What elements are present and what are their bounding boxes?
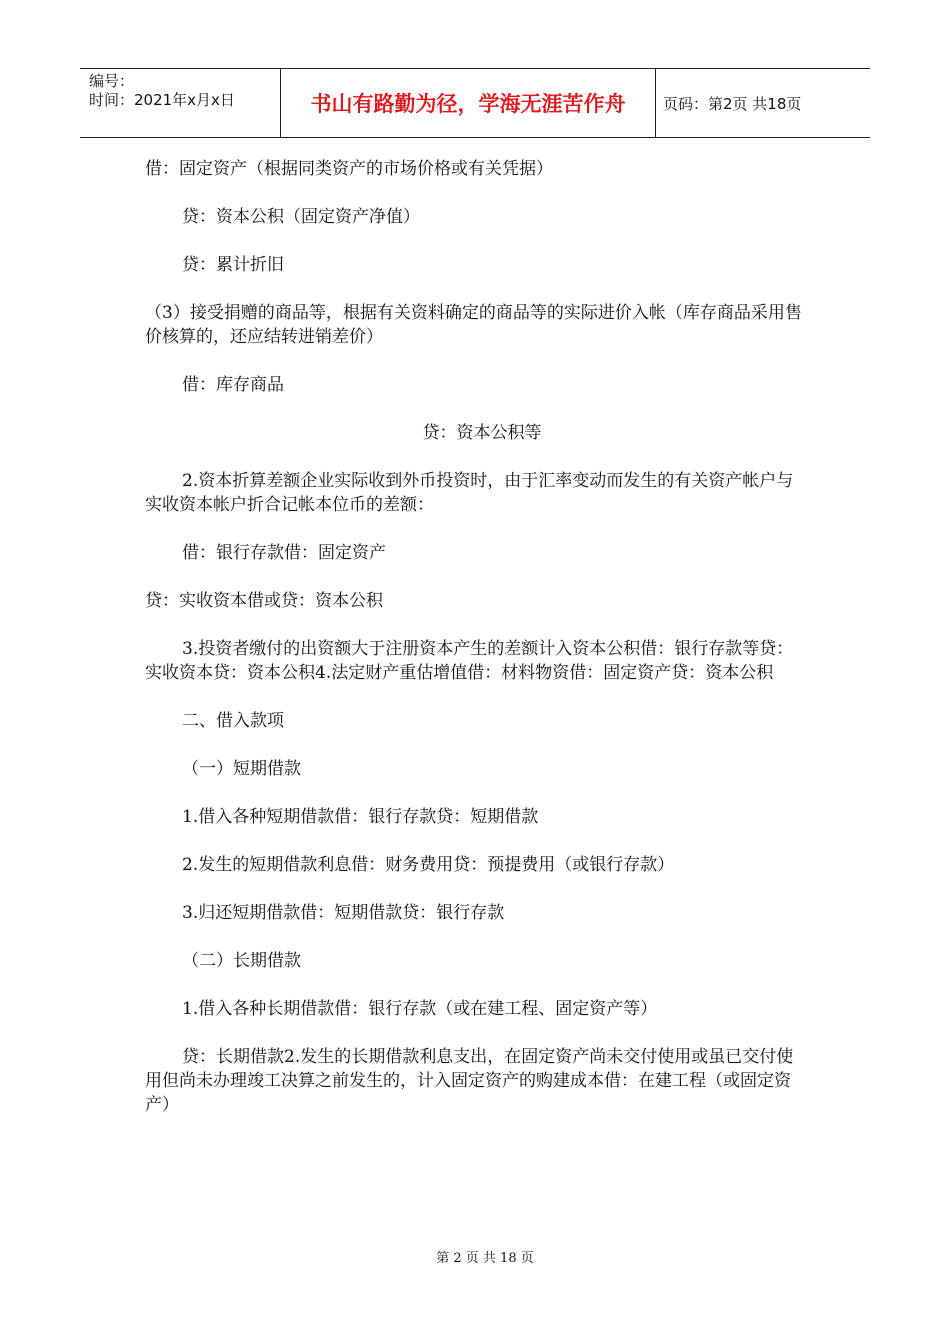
paragraph: 贷：长期借款2.发生的长期借款利息支出，在固定资产尚未交付使用或虽已交付使用但尚未办理竣工决算之前发生的，计入固定资产的购建成本借：在建工程（或固定资产） (145, 1047, 794, 1115)
paragraph: 3.归还短期借款借：短期借款贷：银行存款 (182, 903, 505, 923)
paragraph: 贷：累计折旧 (182, 255, 284, 275)
paragraph: 借：银行存款借：固定资产 (182, 543, 386, 563)
page-header (80, 68, 870, 138)
paragraph: （3）接受捐赠的商品等，根据有关资料确定的商品等的实际进价入帐（库存商品采用售价核算的，还应结转进销差价） (145, 303, 802, 347)
header-meta (80, 69, 281, 137)
paragraph: 贷：资本公积等 (422, 423, 542, 443)
paragraph: 2.资本折算差额企业实际收到外币投资时，由于汇率变动而发生的有关资产帐户与实收资本帐户折合记帐本位币的差额： (145, 471, 794, 515)
document-number-label: 编号： (89, 72, 135, 90)
paragraph: 2.发生的短期借款利息借：财务费用贷：预提费用（或银行存款） (182, 855, 675, 875)
section-heading: 二、借入款项 (182, 711, 284, 731)
subsection-heading: （一）短期借款 (182, 759, 301, 779)
paragraph: 1.借入各种短期借款借：银行存款贷：短期借款 (182, 807, 539, 827)
header-motto: 书山有路勤为径，学海无涯苦作舟 (281, 69, 656, 137)
paragraph: 借：库存商品 (182, 375, 284, 395)
paragraph: 贷：资本公积（固定资产净值） (182, 207, 420, 227)
document-body (145, 157, 805, 1141)
header-page-info: 页码：第2页 共18页 (663, 94, 802, 113)
subsection-heading: （二）长期借款 (182, 951, 301, 971)
paragraph: 1.借入各种长期借款借：银行存款（或在建工程、固定资产等） (182, 999, 658, 1019)
paragraph: 借：固定资产（根据同类资产的市场价格或有关凭据） (145, 159, 553, 179)
paragraph: 贷：实收资本借或贷：资本公积 (145, 591, 383, 611)
document-date: 时间：2021年x月x日 (89, 91, 235, 109)
paragraph: 3.投资者缴付的出资额大于注册资本产生的差额计入资本公积借：银行存款等贷：实收资本贷：资本公积4.法定财产重估增值借：材料物资借：固定资产贷：资本公积 (145, 639, 794, 683)
page-footer: 第 2 页 共 18 页 (436, 1251, 534, 1266)
